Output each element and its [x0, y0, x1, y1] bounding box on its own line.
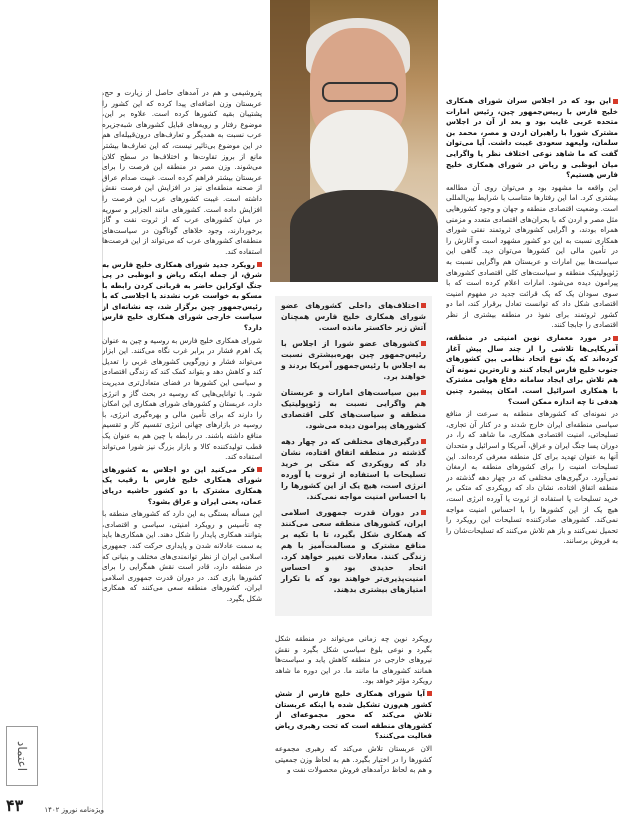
question-5: آیا شورای همکاری خلیج فارس از شش کشور هم‌وزن تشکیل شده یا اینکه عربستان تلاش می‌کند که محور مجموعه‌ای از کشورهای منطقه است که تحت رهبری ریاض فعالیت می‌کنند؟	[275, 688, 432, 741]
middle-bottom-column	[275, 634, 432, 814]
bullet-square-icon	[421, 303, 426, 308]
pull-quote-box	[275, 296, 432, 616]
pull-quote-item: در دوران قدرت جمهوری اسلامی ایران، کشورهای منطقه سعی می‌کنند که همکاری شکل بگیرد، تا با تکیه بر منافع مشترک و مسالمت‌آمیز با هم زندگی کنند. معادلات تغییر خواهد کرد. اتحاد حدیدی بود و احساس امنیت‌پذیری‌تر خواهند بود که با تکرار امتیازهای بیشتری بدهند.	[281, 508, 426, 594]
pull-quote-item: کشورهای عضو شورا از اجلاس با رئیس‌جمهور چین بهره‌بیشتری نسبت به اجلاس با رئیس‌جمهور آمریکا بردند و خواهند برد.	[281, 339, 426, 381]
photo-body	[290, 190, 438, 282]
pull-quote-item: اختلاف‌های داخلی کشورهای عضو شورای همکاری خلیج فارس همچنان آتش زیر خاکستر مانده است.	[281, 301, 426, 332]
question-3: رویکرد جدید شورای همکاری خلیج فارس به شرق، از جمله اینکه ریاض و ابوظبی در پی جنگ اوکراین حاضر به قربانی کردن رابطه با مسکو به خواست غرب نشدند یا اجلاسی که با رئیس‌جمهور چین برگزار شد، چه نشانه‌ای از سیاست خارجی شورای همکاری خلیج فارس دارد؟	[102, 259, 262, 333]
bullet-square-icon	[421, 341, 426, 346]
bullet-square-icon	[421, 390, 426, 395]
answer-1: این واقعه ما مشهود بود و می‌توان روی آن مطالعه بیشتری کرد. اما این رفتارها متناسب با شرایط بین‌المللی است. وضعیت اقتصادی منطقه و جهان و وجود کشورهایی مثل مصر و اردن که با بحران‌های اقتصادی متعدد و مزمنی همراه بودند، و اگرایی کشورهای ثروتمند نفتی شورای همکاری نسبت به این دو کشور مشهود است و آثارش را در تأمین مالی این کشورها می‌توان دید. گاهی این سیاست‌ها بین امارات و عربستان هم واگرایی نسبت به ژئوپولیتیک منطقه و سیاست‌های کلی اقتصادی کشورهای پیرامون دیده می‌شود. امارات اعلام کرده است که با سوی سودان یک که پک قرائت جدید در مفهوم امنیت اقتصادی شکل داد که توانست تعادل برقرار کند، اما دو کشور ثروتمند برای نفوذ در منطقه بیشتری از نظر اقتصادی را جابجا کنند.	[446, 182, 618, 330]
bullet-square-icon	[613, 336, 618, 341]
bullet-square-icon	[257, 262, 262, 267]
pull-quote-item: بین سیاست‌های امارات و عربستان هم واگرایی نسبت به ژئوپولیتیک منطقه و سیاست‌های کلی اقتصادی کشورهای پیرامون دیده می‌شود.	[281, 388, 426, 430]
right-column	[446, 96, 618, 796]
issue-line: ویژه‌نامه نوروز ۱۴۰۲	[44, 806, 104, 814]
photo-glasses	[322, 82, 398, 102]
answer-3: شورای همکاری خلیج فارس به روسیه و چین به عنوان یک اهرم فشار در برابر غرب نگاه می‌کنند. این ابزار می‌تواند فشار و زورگویی کشورهای غربی را تعدیل کند و کاهش دهد و بتواند کمک کند که زندگی اقتصادی و سیاسی این کشورها در فضای متعادل‌تری مدیریت شود. با توانایی‌هایی که روسیه در بحث گاز و انرژی دارد، عربستان و کشورهای شورای همکاری این امکان را دارند که برای تأمین مالی و بهره‌گیری انرژی، با روسیه در بازارهای جهانی انرژی تقسیم کار و تقسیم منافع داشته باشند. در رابطه با چین هم به عنوان یک قطب تولیدکننده کالا و بازار بزرگ نیز شورا می‌تواند استفاده کند.	[102, 335, 262, 462]
bullet-square-icon	[257, 467, 262, 472]
answer-4: این مسأله بستگی به این دارد که کشورهای منطقه با چه تأسیس و رویکرد امنیتی، سیاسی و اقتصادی، بتوانند همکاری پایدار را شکل دهند. این همکاری‌ها باید به سمت عادلانه شدن و پایداری حرکت کند. جمهوری اسلامی ایران از نظر توانمندی‌های مختلف و بنیانی که در منطقه دارد، قادر است نقش همگرایی را برای کشورها بازی کند. در دوران قدرت جمهوری اسلامی ایران، کشورهای منطقه سعی می‌کنند که همکاری شکل بگیرد.	[102, 509, 262, 603]
question-1: این بود که در اجلاس سران شورای همکاری خلیج فارس با رییس‌جمهور چین، رئیس امارات متحده عربی غایب بود و بعد از آن در اجلاس مشترک شورا با راهبران اردن و مصر، محمد بن سلمان، ولیعهد سعودی غیبت داشت. آیا می‌توان گفت که ما شاهد نوعی اختلاف نظر یا واگرایی میان ابوظبی و ریاض در شورای همکاری خلیج فارس هستیم؟	[446, 96, 618, 180]
question-2: در مورد معماری نوین امنیتی در منطقه، آمریکایی‌ها تلاشی را از چند سال پیش آغاز کرده‌اند که یک نوع اتحاد نظامی بین کشورهای جنوب خلیج فارس ایجاد کنند و تازه‌ترین نمونه آن هم تلاش برای ایجاد سامانه دفاع هوایی مشترک با همکاری اسرائیل است. امکان پیشبرد چنین هدفی تا چه اندازه ممکن است؟	[446, 333, 618, 406]
bullet-square-icon	[421, 510, 426, 515]
page-number: ۴۳	[6, 796, 24, 815]
pull-quote-item: درگیری‌های مختلفی که در چهار دهه گذشته در منطقه اتفاق افتاده، نشان داد که رویکردی که متکی بر خرید تسلیحات با استفاده از ثروت یا آورده انرژی است، هیچ یک از این کشورها را با احساس امنیت مواجه نمی‌کند.	[281, 437, 426, 501]
answer-2: در نمونه‌ای که کشورهای منطقه به سرعت از منافع سیاسی منطقه‌ای ایران خارج شدند و در کنار آن تجاری، تسلیحاتی، امنیت اقتصادی همکاری، ما شاهد که را، در دوران پسا جنگ ایران و عراق، آمریکا و اسرائیل و متحدان آنها به عنوان تهدید برای کل منطقه معرفی کرده‌اند. این تسلیحات امنیت را برای کشورهای منطقه به ارمغان نمی‌آورد. درگیری‌های مختلفی که در چهار دهه گذشته در منطقه اتفاق افتاده، نشان داد که رویکردی که متکی بر خرید تسلیحات یا استفاده از ثروت یا آورده انرژی است، هیچ یک از این کشورها را با احساس امنیت مواجه نمی‌کند. کشورهای صادرکننده تسلیحات این رویکرد را تحمیل نمی‌کنند و باز هم تلاش می‌کنند که تسلیحات‌شان را به فروش برسانند.	[446, 409, 618, 546]
left-column	[102, 88, 262, 816]
answer-5: رویکرد نوین چه زمانی می‌تواند در منطقه شکل بگیرد و نوعی بلوغ سیاسی شکل بگیرد و نقش نیروهای خارجی در منطقه کاهش یابد و سیاست‌ها همانند کشورهای ما مانند ما. در این دوره ما شاهد رویکرد مؤثر خواهد بود.	[275, 634, 432, 686]
publication-logo: اعتماد	[6, 726, 38, 786]
answer-6: الان عربستان تلاش می‌کند که رهبری مجموعه کشورها را در اختیار بگیرد. هم به لحاظ وزن جمعیتی و هم به لحاظ درآمدهای فروش محصولات نفت و	[275, 743, 432, 775]
interviewee-photo	[270, 0, 438, 282]
answer-1-continued: پتروشیمی و هم در آمدهای حاصل از زیارت و حج، عربستان وزن اضافه‌ای پیدا کرده که این کشور را پشتیبان بقیه کشورها کرده است. علاوه بر این، موضوع رفتار و رویه‌های قبایل کشورهای شبه‌جزیره عرب نسبت به همدیگر و تعارف‌های درون‌قبیله‌ای هم در این موضوع بی‌تاثیر نیست، که این تعارف‌ها بیشتر مانع از بروز تفاوت‌ها و اختلاف‌ها در سطح کلان می‌شوند. وزن مصر در منطقه این فرصت را برای عربستان بیشتر فراهم کرده است. غیبت صدام عراق از صحنه منطقه‌ای نیز در افزایش این فرصت نقش داشته است. غیبت کشورهای عرب این فرصت را افزایش داده است. کشورهای مانند الجزایر و سوریه در میان کشورهای عرب که از ثروت نفت و گاز برخوردارند، وجود خلاهای گوناگون در سیاست‌های منطقه‌ای کشورهای عرب که می‌تواند از این فرصت‌ها استفاده کند.	[102, 88, 262, 256]
bullet-square-icon	[427, 691, 432, 696]
question-4: فکر می‌کنید این دو اجلاس به کشورهای شورای همکاری خلیج فارس با رقیب یک همکاری مشترک با دو کشور حاشیه دریای عمان، یعنی ایران و عراق بشود؟	[102, 464, 262, 506]
bullet-square-icon	[421, 439, 426, 444]
bullet-square-icon	[613, 99, 618, 104]
